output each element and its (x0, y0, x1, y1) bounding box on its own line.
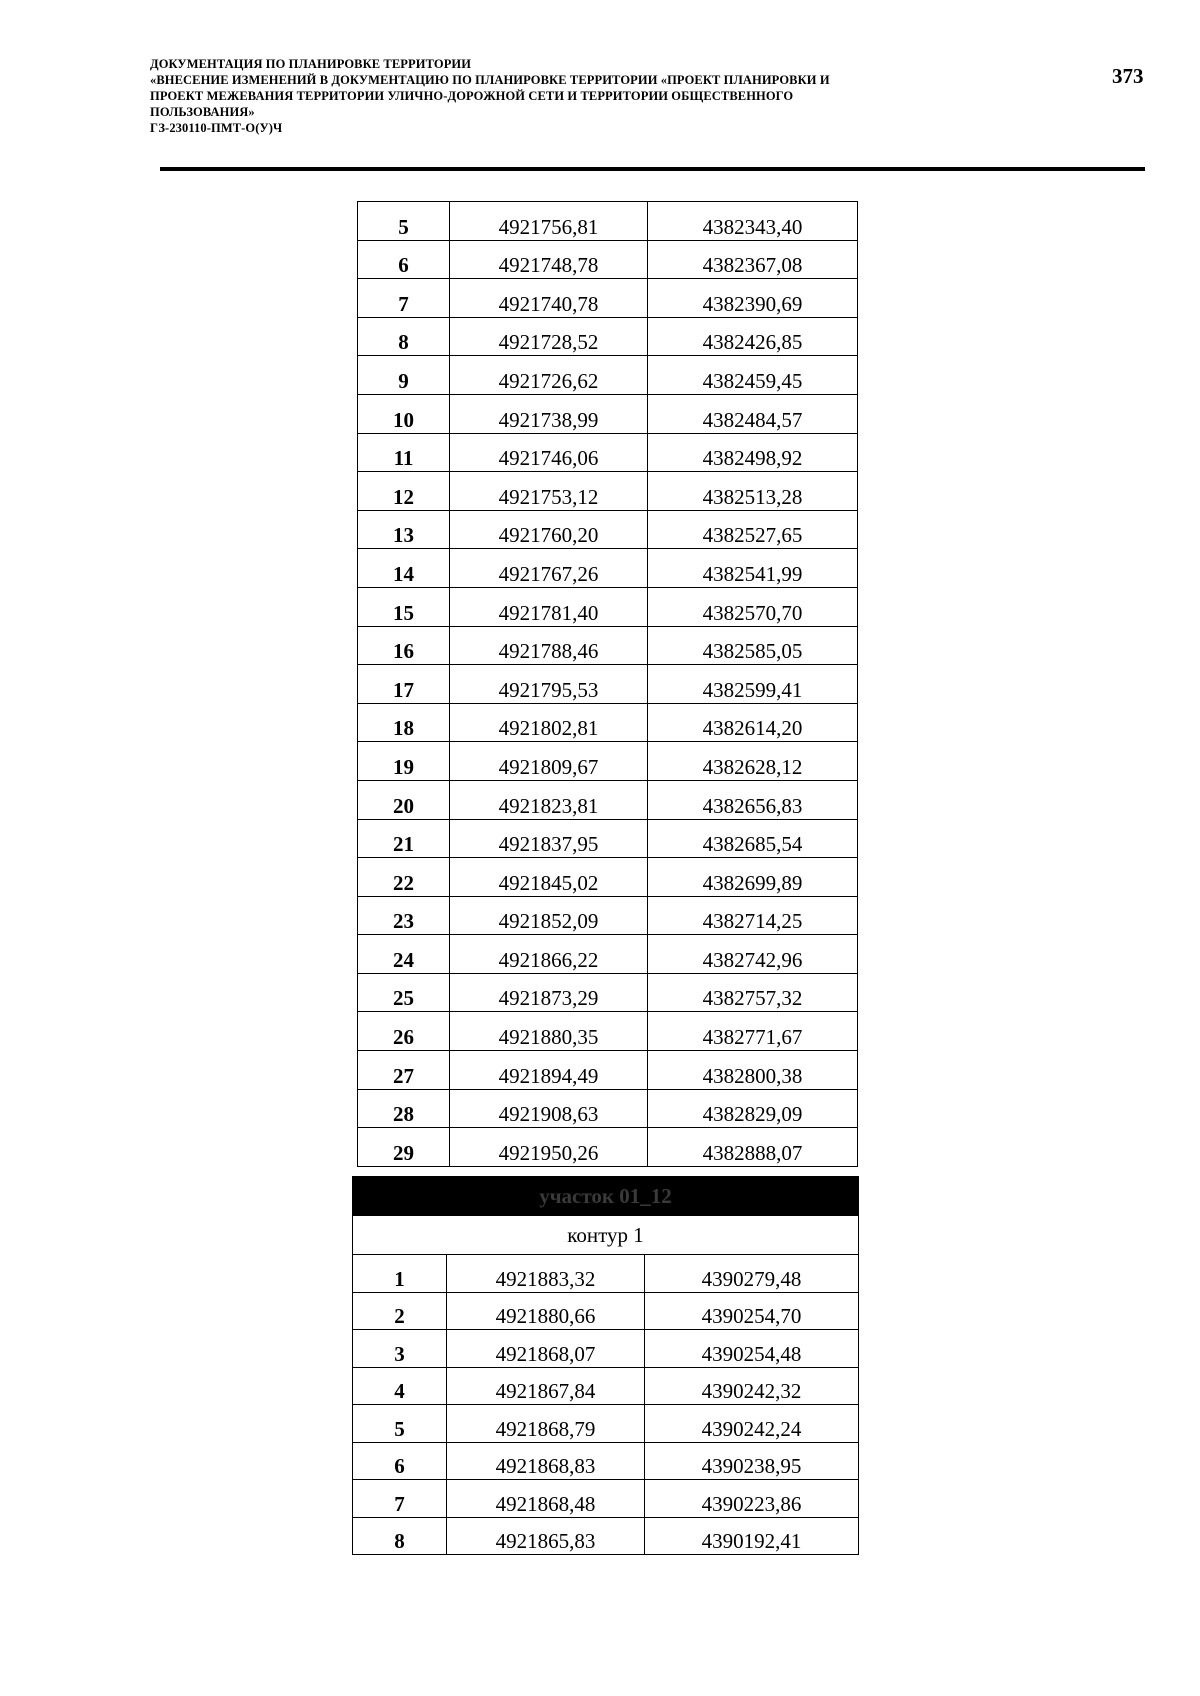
point-number: 17 (358, 665, 450, 704)
table-row (358, 279, 858, 318)
coordinate-y: 4382426,85 (648, 317, 858, 356)
table-row (358, 1128, 858, 1167)
coordinate-x: 4921852,09 (450, 896, 648, 935)
coordinate-y: 4382656,83 (648, 780, 858, 819)
coordinate-x: 4921868,83 (447, 1442, 645, 1480)
table-row (358, 510, 858, 549)
table-row (358, 1089, 858, 1128)
coordinates-table-bottom (352, 1176, 859, 1555)
coordinate-y: 4382541,99 (648, 549, 858, 588)
header-line-2: «ВНЕСЕНИЕ ИЗМЕНЕНИЙ В ДОКУМЕНТАЦИЮ ПО ПЛАНИРОВКЕ ТЕРРИТОРИИ «ПРОЕКТ ПЛАНИРОВКИ И (150, 73, 830, 87)
point-number: 8 (353, 1517, 447, 1555)
coordinate-y: 4382829,09 (648, 1089, 858, 1128)
point-number: 29 (358, 1128, 450, 1167)
table-row (358, 703, 858, 742)
coordinate-x: 4921868,48 (447, 1480, 645, 1518)
coordinate-x: 4921894,49 (450, 1051, 648, 1090)
coordinate-x: 4921726,62 (450, 356, 648, 395)
coordinate-x: 4921728,52 (450, 317, 648, 356)
coordinate-y: 4382527,65 (648, 510, 858, 549)
coordinate-x: 4921802,81 (450, 703, 648, 742)
coordinate-x: 4921781,40 (450, 587, 648, 626)
point-number: 4 (353, 1367, 447, 1405)
table-row (358, 896, 858, 935)
table-row (358, 742, 858, 781)
coordinate-y: 4382771,67 (648, 1012, 858, 1051)
coordinates-table-bottom-body (353, 1177, 859, 1555)
header-line-4: ПОЛЬЗОВАНИЯ» (150, 105, 255, 119)
coordinate-y: 4390279,48 (645, 1255, 859, 1293)
coordinate-x: 4921845,02 (450, 858, 648, 897)
coordinates-table-top (357, 201, 858, 1167)
table-row (358, 394, 858, 433)
coordinate-x: 4921788,46 (450, 626, 648, 665)
point-number: 13 (358, 510, 450, 549)
coordinate-y: 4382498,92 (648, 433, 858, 472)
table-row (353, 1480, 859, 1518)
coordinate-y: 4382699,89 (648, 858, 858, 897)
table-row (358, 202, 858, 241)
contour-title: контур 1 (353, 1216, 859, 1255)
header-line-1: ДОКУМЕНТАЦИЯ ПО ПЛАНИРОВКЕ ТЕРРИТОРИИ (150, 57, 472, 71)
point-number: 21 (358, 819, 450, 858)
coordinate-y: 4382367,08 (648, 240, 858, 279)
table-row (353, 1255, 859, 1293)
table-row (358, 858, 858, 897)
coordinate-y: 4382614,20 (648, 703, 858, 742)
table-row (353, 1367, 859, 1405)
table-row (358, 626, 858, 665)
table-row (353, 1292, 859, 1330)
table-row (358, 356, 858, 395)
coordinate-x: 4921866,22 (450, 935, 648, 974)
coordinate-y: 4390192,41 (645, 1517, 859, 1555)
coordinate-x: 4921865,83 (447, 1517, 645, 1555)
coordinate-x: 4921867,84 (447, 1367, 645, 1405)
document-header (150, 56, 1050, 136)
point-number: 7 (353, 1480, 447, 1518)
point-number: 12 (358, 472, 450, 511)
table-row (358, 472, 858, 511)
point-number: 23 (358, 896, 450, 935)
page-number: 373 (1112, 64, 1144, 88)
coordinate-x: 4921753,12 (450, 472, 648, 511)
header-line-3: ПРОЕКТ МЕЖЕВАНИЯ ТЕРРИТОРИИ УЛИЧНО-ДОРОЖНОЙ СЕТИ И ТЕРРИТОРИИ ОБЩЕСТВЕННОГО (150, 89, 794, 103)
table-row (358, 1051, 858, 1090)
coordinate-y: 4382628,12 (648, 742, 858, 781)
coordinate-y: 4382599,41 (648, 665, 858, 704)
coordinate-y: 4382742,96 (648, 935, 858, 974)
coordinate-y: 4382570,70 (648, 587, 858, 626)
document-code: ГЗ-230110-ПМТ-О(У)Ч (150, 121, 283, 135)
point-number: 28 (358, 1089, 450, 1128)
coordinate-x: 4921738,99 (450, 394, 648, 433)
section-title: участок 01_12 (353, 1177, 859, 1216)
point-number: 24 (358, 935, 450, 974)
table-row (358, 935, 858, 974)
coordinate-y: 4390254,48 (645, 1330, 859, 1368)
point-number: 20 (358, 780, 450, 819)
point-number: 8 (358, 317, 450, 356)
point-number: 19 (358, 742, 450, 781)
coordinate-x: 4921823,81 (450, 780, 648, 819)
table-row (353, 1517, 859, 1555)
coordinate-x: 4921883,32 (447, 1255, 645, 1293)
table-row (358, 433, 858, 472)
table-row (358, 240, 858, 279)
coordinate-y: 4382714,25 (648, 896, 858, 935)
table-row (358, 587, 858, 626)
table-row (358, 973, 858, 1012)
point-number: 2 (353, 1292, 447, 1330)
point-number: 18 (358, 703, 450, 742)
coordinate-x: 4921756,81 (450, 202, 648, 241)
point-number: 16 (358, 626, 450, 665)
table-row (358, 549, 858, 588)
coordinate-x: 4921880,66 (447, 1292, 645, 1330)
coordinate-x: 4921908,63 (450, 1089, 648, 1128)
point-number: 15 (358, 587, 450, 626)
contour-header-row (353, 1216, 859, 1255)
point-number: 22 (358, 858, 450, 897)
coordinate-y: 4382513,28 (648, 472, 858, 511)
coordinate-y: 4390254,70 (645, 1292, 859, 1330)
coordinate-x: 4921868,79 (447, 1405, 645, 1443)
table-row (353, 1330, 859, 1368)
point-number: 10 (358, 394, 450, 433)
table-row (358, 665, 858, 704)
coordinate-y: 4382459,45 (648, 356, 858, 395)
point-number: 5 (358, 202, 450, 241)
coordinate-y: 4382585,05 (648, 626, 858, 665)
point-number: 9 (358, 356, 450, 395)
point-number: 5 (353, 1405, 447, 1443)
point-number: 26 (358, 1012, 450, 1051)
point-number: 1 (353, 1255, 447, 1293)
coordinate-y: 4382484,57 (648, 394, 858, 433)
coordinate-y: 4382390,69 (648, 279, 858, 318)
coordinate-x: 4921760,20 (450, 510, 648, 549)
coordinates-table-top-body (358, 202, 858, 1167)
table-row (358, 819, 858, 858)
table-row (358, 780, 858, 819)
coordinate-x: 4921767,26 (450, 549, 648, 588)
table-row (353, 1405, 859, 1443)
coordinate-x: 4921873,29 (450, 973, 648, 1012)
coordinate-y: 4390238,95 (645, 1442, 859, 1480)
coordinate-x: 4921746,06 (450, 433, 648, 472)
table-row (358, 317, 858, 356)
point-number: 14 (358, 549, 450, 588)
coordinate-y: 4382757,32 (648, 973, 858, 1012)
coordinate-y: 4390223,86 (645, 1480, 859, 1518)
section-header-row (353, 1177, 859, 1216)
coordinate-y: 4382685,54 (648, 819, 858, 858)
point-number: 3 (353, 1330, 447, 1368)
point-number: 25 (358, 973, 450, 1012)
coordinate-x: 4921795,53 (450, 665, 648, 704)
coordinate-x: 4921740,78 (450, 279, 648, 318)
coordinate-x: 4921837,95 (450, 819, 648, 858)
coordinate-y: 4390242,32 (645, 1367, 859, 1405)
coordinate-x: 4921868,07 (447, 1330, 645, 1368)
point-number: 6 (353, 1442, 447, 1480)
table-row (358, 1012, 858, 1051)
coordinate-y: 4382800,38 (648, 1051, 858, 1090)
coordinate-x: 4921809,67 (450, 742, 648, 781)
point-number: 11 (358, 433, 450, 472)
coordinate-y: 4382343,40 (648, 202, 858, 241)
table-row (353, 1442, 859, 1480)
coordinate-y: 4390242,24 (645, 1405, 859, 1443)
header-divider (160, 167, 1145, 171)
point-number: 7 (358, 279, 450, 318)
point-number: 6 (358, 240, 450, 279)
coordinate-x: 4921880,35 (450, 1012, 648, 1051)
coordinate-y: 4382888,07 (648, 1128, 858, 1167)
coordinate-x: 4921748,78 (450, 240, 648, 279)
coordinate-x: 4921950,26 (450, 1128, 648, 1167)
point-number: 27 (358, 1051, 450, 1090)
